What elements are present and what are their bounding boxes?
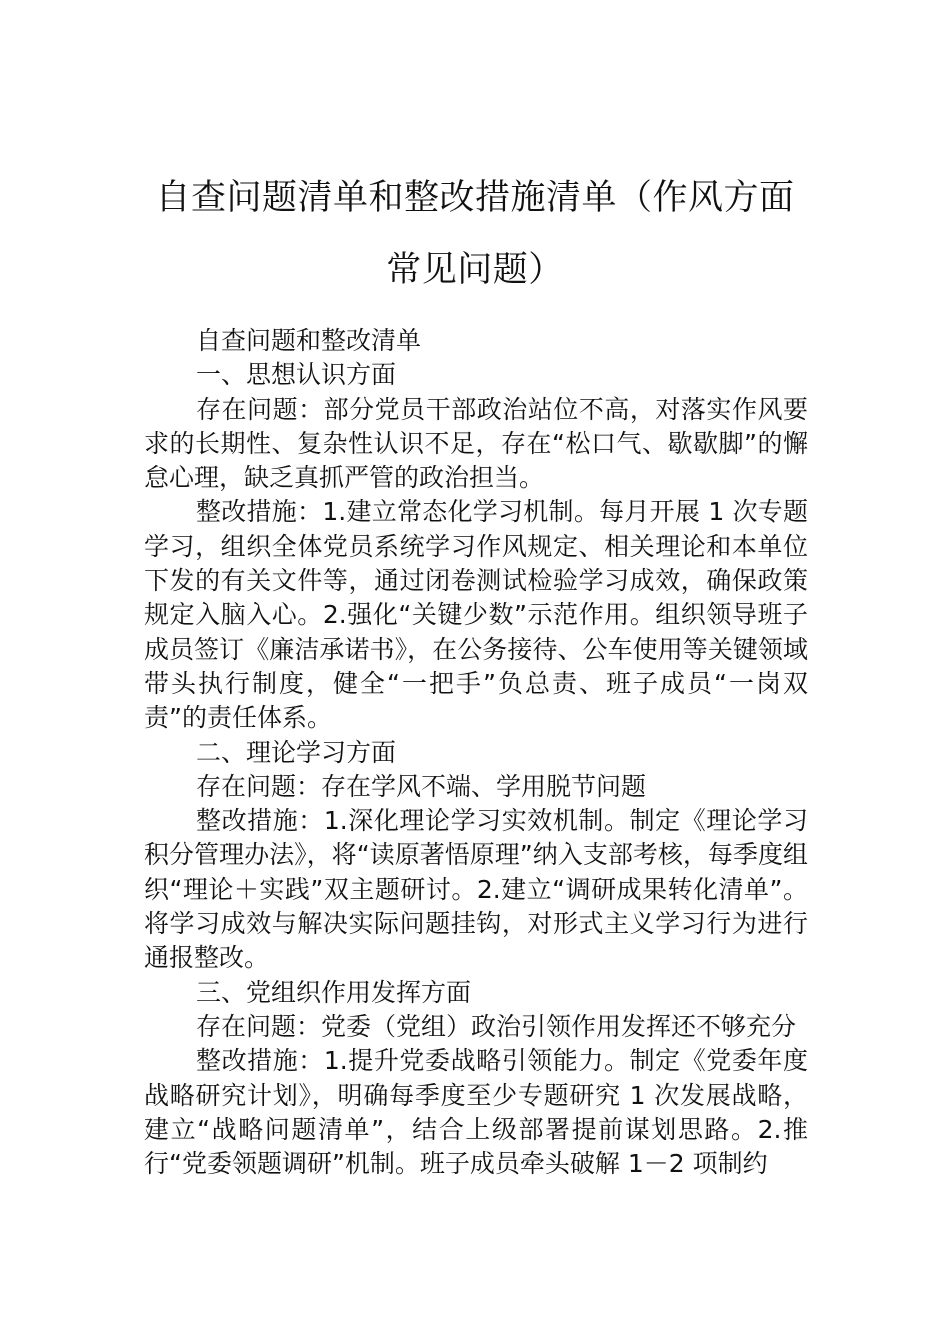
document-title: 自查问题清单和整改措施清单（作风方面常见问题） (155, 178, 795, 290)
problem-paragraph: 存在问题：存在学风不端、学用脱节问题 (196, 771, 647, 801)
problem-paragraph: 存在问题：部分党员干部政治站位不高，对落实作风要求的长期性、复杂性认识不足，存在“松口气、歇歇脚”的懈怠心理，缺乏真抓严管的政治担当。 (144, 394, 808, 493)
measure-paragraph: 整改措施：1.深化理论学习实效机制。制定《理论学习积分管理办法》，将“读原著悟原理”纳入支部考核，每季度组织“理论＋实践”双主题研讨。2.建立“调研成果转化清单”。将学习成效与解决实际问题挂钩，对形式主义学习行为进行通报整改。 (144, 806, 808, 973)
section-heading: 自查问题和整改清单 (196, 326, 422, 355)
measure-paragraph: 整改措施：1.建立常态化学习机制。每月开展 1 次专题学习，组织全体党员系统学习作风规定、相关理论和本单位下发的有关文件等，通过闭卷测试检验学习成效，确保政策规定入脑入心。2.强化“关键少数”示范作用。组织领导班子成员签订《廉洁承诺书》，在公务接待、公车使用等关键领域带头执行制度，健全“一把手”负总责、班子成员“一岗双责”的责任体系。 (144, 497, 808, 733)
document-body (144, 324, 808, 1181)
problem-paragraph: 存在问题：党委（党组）政治引领作用发挥还不够充分 (196, 1011, 797, 1041)
measure-paragraph: 整改措施：1.提升党委战略引领能力。制定《党委年度战略研究计划》，明确每季度至少专题研究 1 次发展战略，建立“战略问题清单”，结合上级部署提前谋划思路。2.推行“党委领题调研”机制。班子成员牵头破解 1－2 项制约 (144, 1046, 808, 1179)
section-heading: 二、理论学习方面 (196, 737, 397, 767)
section-heading: 三、党组织作用发挥方面 (196, 977, 472, 1007)
section-heading: 一、思想认识方面 (196, 360, 397, 390)
